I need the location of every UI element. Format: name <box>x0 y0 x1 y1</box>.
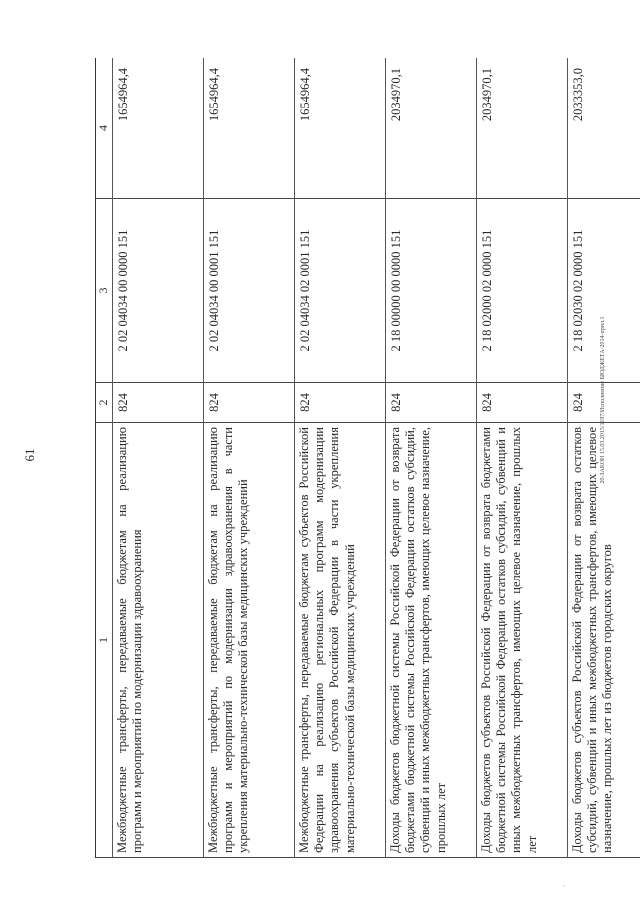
row-description: Доходы бюджетов субъектов Российской Федерации от возврата бюджетами бюджетной системы Российской Федерации остатков субсидий, субвенций и иных межбюджетных трансфертов, имеющих целевое назначение, прошлых лет <box>477 422 567 858</box>
row-admin-code: 824 <box>295 382 385 422</box>
row-amount: 2034970,1 <box>389 68 403 122</box>
column-header-1: 1 <box>96 422 112 858</box>
row-kbk-code: 2 02 04034 00 0001 151 <box>204 198 294 382</box>
row-admin-code: 824 <box>477 382 567 422</box>
row-admin-code: 824 <box>568 382 640 422</box>
table-row <box>567 58 640 858</box>
row-description: Доходы бюджетов бюджетной системы Российской Федерации от возврата бюджетами бюджетной системы Российской Федерации остатков субсидий, субвенций и иных межбюджетных трансфертов, имеющих целевое назначение, прошлых лет <box>386 422 476 858</box>
page-number: 61 <box>22 448 37 462</box>
column-header-3: 3 <box>96 198 112 382</box>
row-amount: 2033353,0 <box>571 68 585 122</box>
column-header-2: 2 <box>96 382 112 422</box>
column-header-4: 4 <box>96 125 110 131</box>
row-description: Межбюджетные трансферты, передаваемые бюджетам субъектов Российской Федерации на реализацию региональных программ модернизации здравоохранения субъектов Российской Федерации в части укрепления материально-технической базы медицинских учреждений <box>295 422 385 858</box>
table-row <box>294 58 385 858</box>
row-kbk-code: 2 18 00000 00 0000 151 <box>386 198 476 382</box>
row-admin-code: 824 <box>204 382 294 422</box>
table-header-row <box>96 58 112 858</box>
row-amount: 1654964,4 <box>207 68 221 122</box>
row-amount: 1654964,4 <box>116 68 130 122</box>
row-kbk-code: 2 02 04034 00 0000 151 <box>113 198 203 382</box>
row-description: Межбюджетные трансферты, передаваемые бюджетам на реализацию программ и мероприятий по модернизации здравоохранения <box>113 422 203 858</box>
scan-mark: ' <box>562 885 571 887</box>
row-kbk-code: 2 18 02030 02 0000 151 <box>568 198 640 382</box>
table-row <box>385 58 476 858</box>
row-description: Доходы бюджетов субъектов Российской Федерации от возврата остатков субсидий, субвенций и иных межбюджетных трансфертов, имеющих целевое назначение, прошлых лет из бюджетов городских округов <box>568 422 640 858</box>
row-kbk-code: 2 02 04034 02 0001 151 <box>295 198 385 382</box>
row-amount: 1654964,4 <box>298 68 312 122</box>
row-description: Межбюджетные трансферты, передаваемые бюджетам на реализацию программ и мероприятий по модернизации здравоохранения в части укрепления материально-технической базы медицинских учреждений <box>204 422 294 858</box>
table-row <box>476 58 567 858</box>
revenue-table <box>95 58 640 858</box>
row-admin-code: 824 <box>386 382 476 422</box>
row-admin-code: 824 <box>113 382 203 422</box>
table-row <box>112 58 203 858</box>
row-amount: 2034970,1 <box>480 68 494 122</box>
document-footer-code: 20-ЗАКОН 15.03.2015/1197/Исполнение БЮДЖЕТА-2014-прил.1 <box>600 316 606 484</box>
row-kbk-code: 2 18 02000 02 0000 151 <box>477 198 567 382</box>
table-row <box>203 58 294 858</box>
